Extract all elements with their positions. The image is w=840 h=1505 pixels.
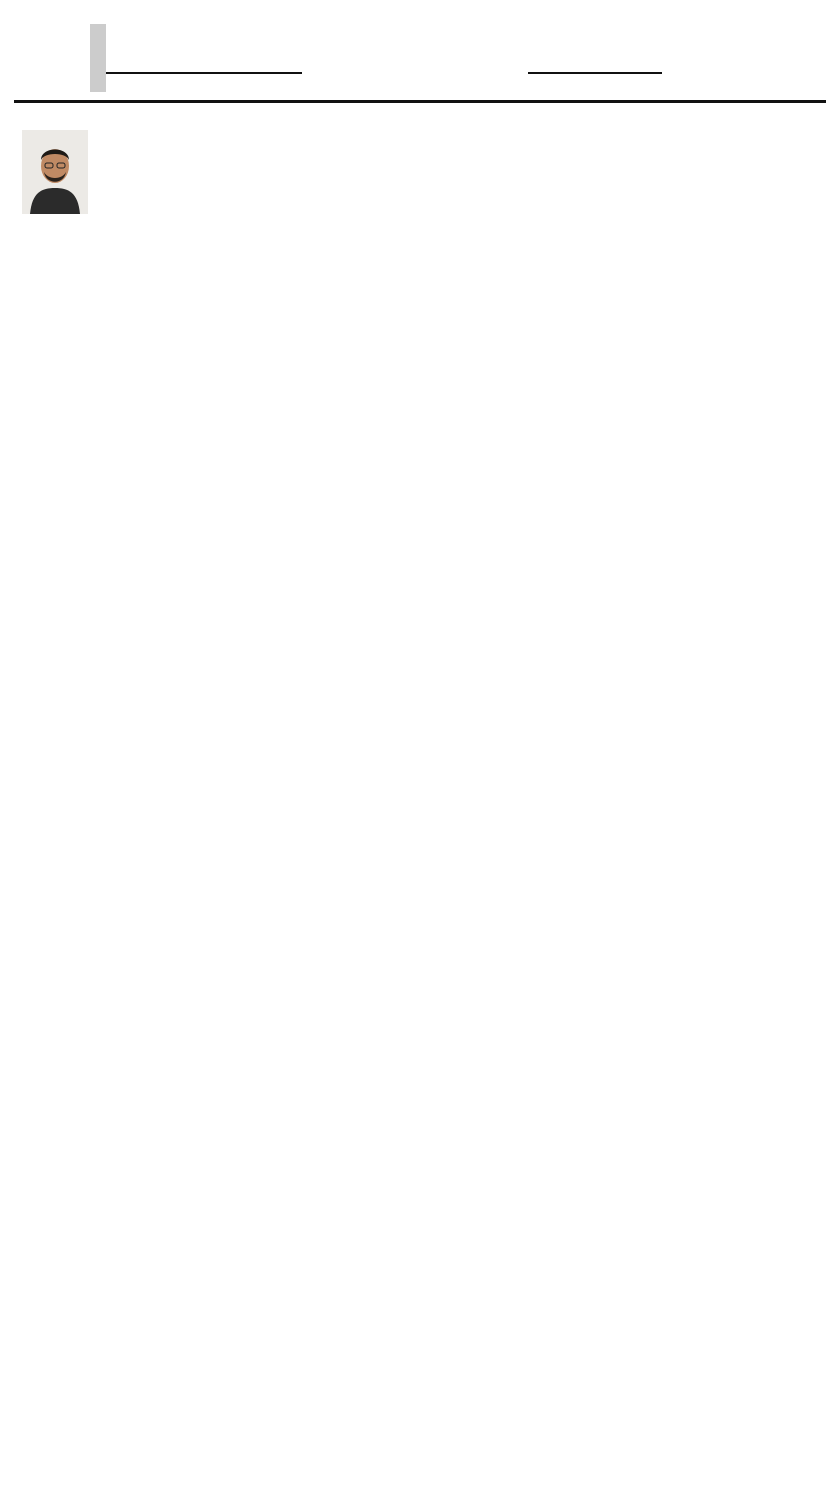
article1-col1 — [22, 220, 182, 362]
article1-col1-top — [92, 130, 182, 220]
article1-col2 — [190, 214, 330, 364]
masthead-rule-left — [106, 72, 302, 74]
article1-col4 — [486, 214, 626, 364]
author-photo — [22, 130, 88, 214]
masthead-divider — [90, 24, 106, 92]
author-portrait-icon — [22, 130, 88, 214]
masthead-rule-right — [528, 72, 662, 74]
masthead-bottom-rule — [14, 100, 826, 103]
article1-col3 — [338, 214, 478, 364]
